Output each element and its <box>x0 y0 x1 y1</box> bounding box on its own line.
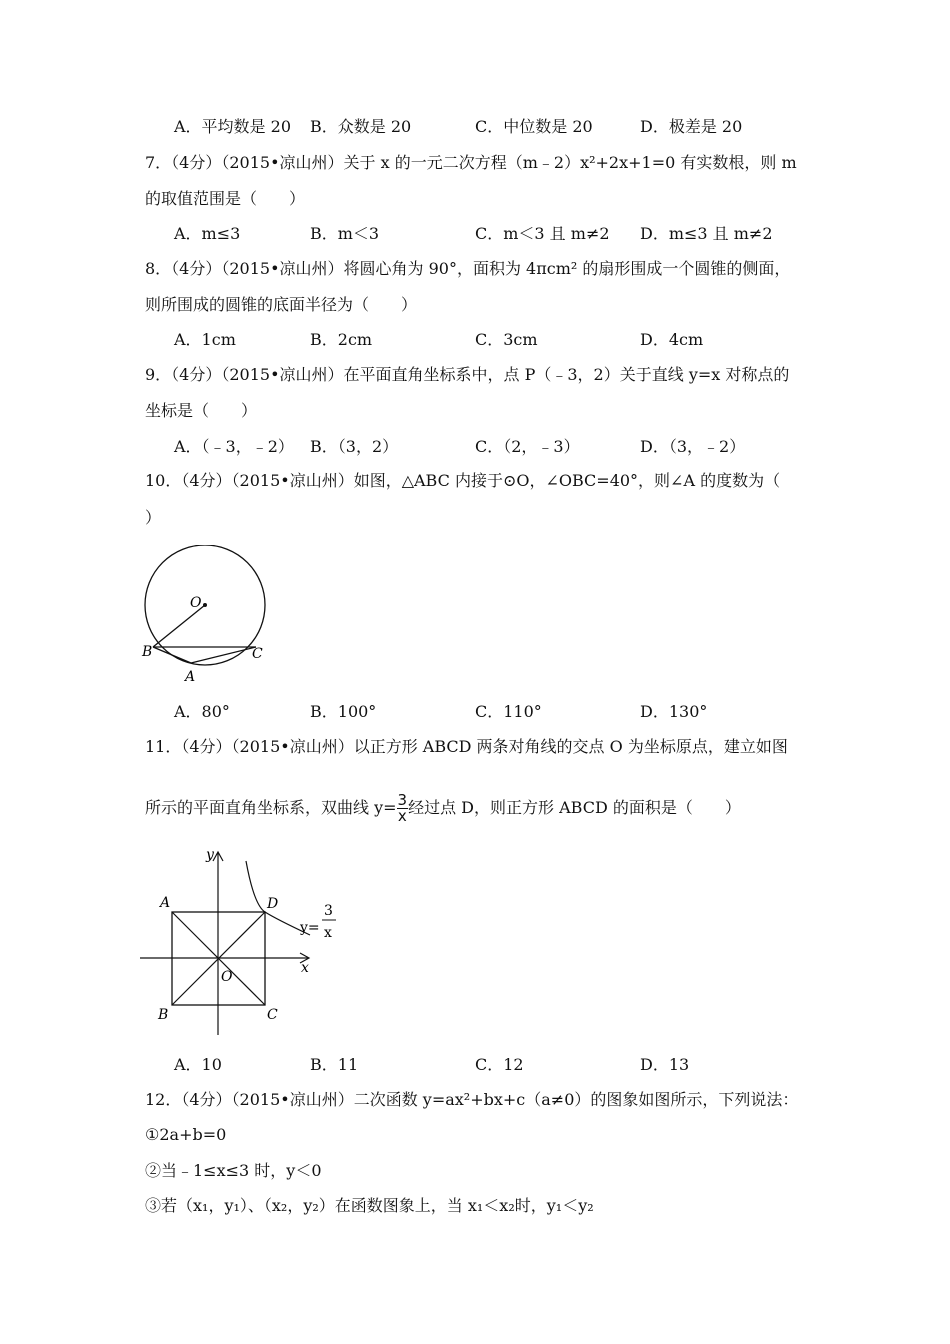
q8-stem-line2: 则所围成的圆锥的底面半径为（ ） <box>145 295 418 314</box>
label-x: x <box>301 960 309 976</box>
q7-stem-line2: 的取值范围是（ ） <box>145 189 306 208</box>
curve-label-prefix: y= <box>300 920 320 936</box>
q11-option-d[interactable]: D．13 <box>640 1055 690 1074</box>
q6-option-a[interactable]: A．平均数是 20 <box>174 117 292 136</box>
q9-stem-line2: 坐标是（ ） <box>145 401 258 420</box>
q10-option-d[interactable]: D．130° <box>640 702 708 721</box>
q12-stem-line1: 12．（4分）（2015•凉山州）二次函数 y=ax²+bx+c（a≠0）的图象如图所示，下列说法： <box>145 1090 799 1109</box>
label-b: B <box>158 1007 169 1023</box>
q11-line2-after: 经过点 D，则正方形 ABCD 的面积是（ ） <box>408 798 741 817</box>
label-b: B <box>142 644 153 660</box>
segment-ba <box>153 647 191 663</box>
q11-option-c[interactable]: C．12 <box>475 1055 524 1074</box>
q6-options <box>174 116 814 138</box>
q7-option-c[interactable]: C．m＜3 且 m≠2 <box>475 224 610 243</box>
q11-square-figure <box>138 845 350 1045</box>
segment-ob <box>153 605 205 647</box>
curve-label-den: x <box>324 925 332 941</box>
q10-circle-figure <box>138 545 278 687</box>
q8-option-c[interactable]: C．3cm <box>475 330 538 349</box>
q10-option-c[interactable]: C．110° <box>475 702 542 721</box>
label-y: y <box>206 847 214 863</box>
q11-stem-line2 <box>145 790 741 830</box>
q7-option-a[interactable]: A．m≤3 <box>174 224 241 243</box>
q10-options <box>174 701 814 723</box>
q8-option-b[interactable]: B．2cm <box>310 330 373 349</box>
label-a: A <box>160 895 171 911</box>
label-o: O <box>190 595 202 611</box>
q9-option-b[interactable]: B．（3，2） <box>310 437 399 456</box>
label-c: C <box>252 646 263 662</box>
q8-option-a[interactable]: A．1cm <box>174 330 236 349</box>
q10-option-a[interactable]: A．80° <box>174 702 230 721</box>
q11-line2-before: 所示的平面直角坐标系，双曲线 y= <box>145 798 397 817</box>
label-c: C <box>267 1007 278 1023</box>
label-d: D <box>267 896 279 912</box>
q10-stem-line2: ） <box>145 508 162 527</box>
q7-option-d[interactable]: D．m≤3 且 m≠2 <box>640 224 773 243</box>
q11-option-a[interactable]: A．10 <box>174 1055 222 1074</box>
q9-option-a[interactable]: A．（﹣3，﹣2） <box>174 437 294 456</box>
label-o: O <box>221 969 233 985</box>
center-point <box>203 603 207 607</box>
q9-option-d[interactable]: D．（3，﹣2） <box>640 437 746 456</box>
q12-statement-3: ③若（x₁，y₁）、（x₂，y₂）在函数图象上，当 x₁＜x₂时，y₁＜y₂ <box>145 1196 594 1215</box>
q7-option-b[interactable]: B．m＜3 <box>310 224 380 243</box>
q7-stem-line1: 7．（4分）（2015•凉山州）关于 x 的一元二次方程（m﹣2）x²+2x+1=0 有实数根，则 m <box>145 153 797 172</box>
segment-ac <box>191 647 256 663</box>
q10-option-b[interactable]: B．100° <box>310 702 377 721</box>
q12-statement-2: ②当﹣1≤x≤3 时，y＜0 <box>145 1161 322 1180</box>
q9-stem-line1: 9．（4分）（2015•凉山州）在平面直角坐标系中，点 P（﹣3，2）关于直线 y=x 对称点的 <box>145 365 790 384</box>
q11-option-b[interactable]: B．11 <box>310 1055 359 1074</box>
q10-stem-line1: 10．（4分）（2015•凉山州）如图，△ABC 内接于⊙O，∠OBC=40°，则∠A 的度数为（ <box>145 471 781 490</box>
label-a: A <box>185 669 196 685</box>
q9-option-c[interactable]: C．（2，﹣3） <box>475 437 580 456</box>
curve-label-num: 3 <box>324 903 333 919</box>
q11-fraction <box>397 793 409 824</box>
q6-option-d[interactable]: D．极差是 20 <box>640 117 743 136</box>
q11-frac-den: x <box>397 807 407 825</box>
q11-options <box>174 1054 814 1076</box>
q9-options <box>174 436 814 458</box>
q11-frac-num: 3 <box>397 791 408 809</box>
q8-options <box>174 329 814 351</box>
q7-options <box>174 223 814 245</box>
q6-option-b[interactable]: B．众数是 20 <box>310 117 412 136</box>
q6-option-c[interactable]: C．中位数是 20 <box>475 117 593 136</box>
q8-stem-line1: 8．（4分）（2015•凉山州）将圆心角为 90°，面积为 4πcm² 的扇形围成一个圆锥的侧面， <box>145 259 791 278</box>
q12-statement-1: ①2a+b=0 <box>145 1125 227 1144</box>
q11-stem-line1: 11．（4分）（2015•凉山州）以正方形 ABCD 两条对角线的交点 O 为坐标原点，建立如图 <box>145 737 788 756</box>
q8-option-d[interactable]: D．4cm <box>640 330 704 349</box>
